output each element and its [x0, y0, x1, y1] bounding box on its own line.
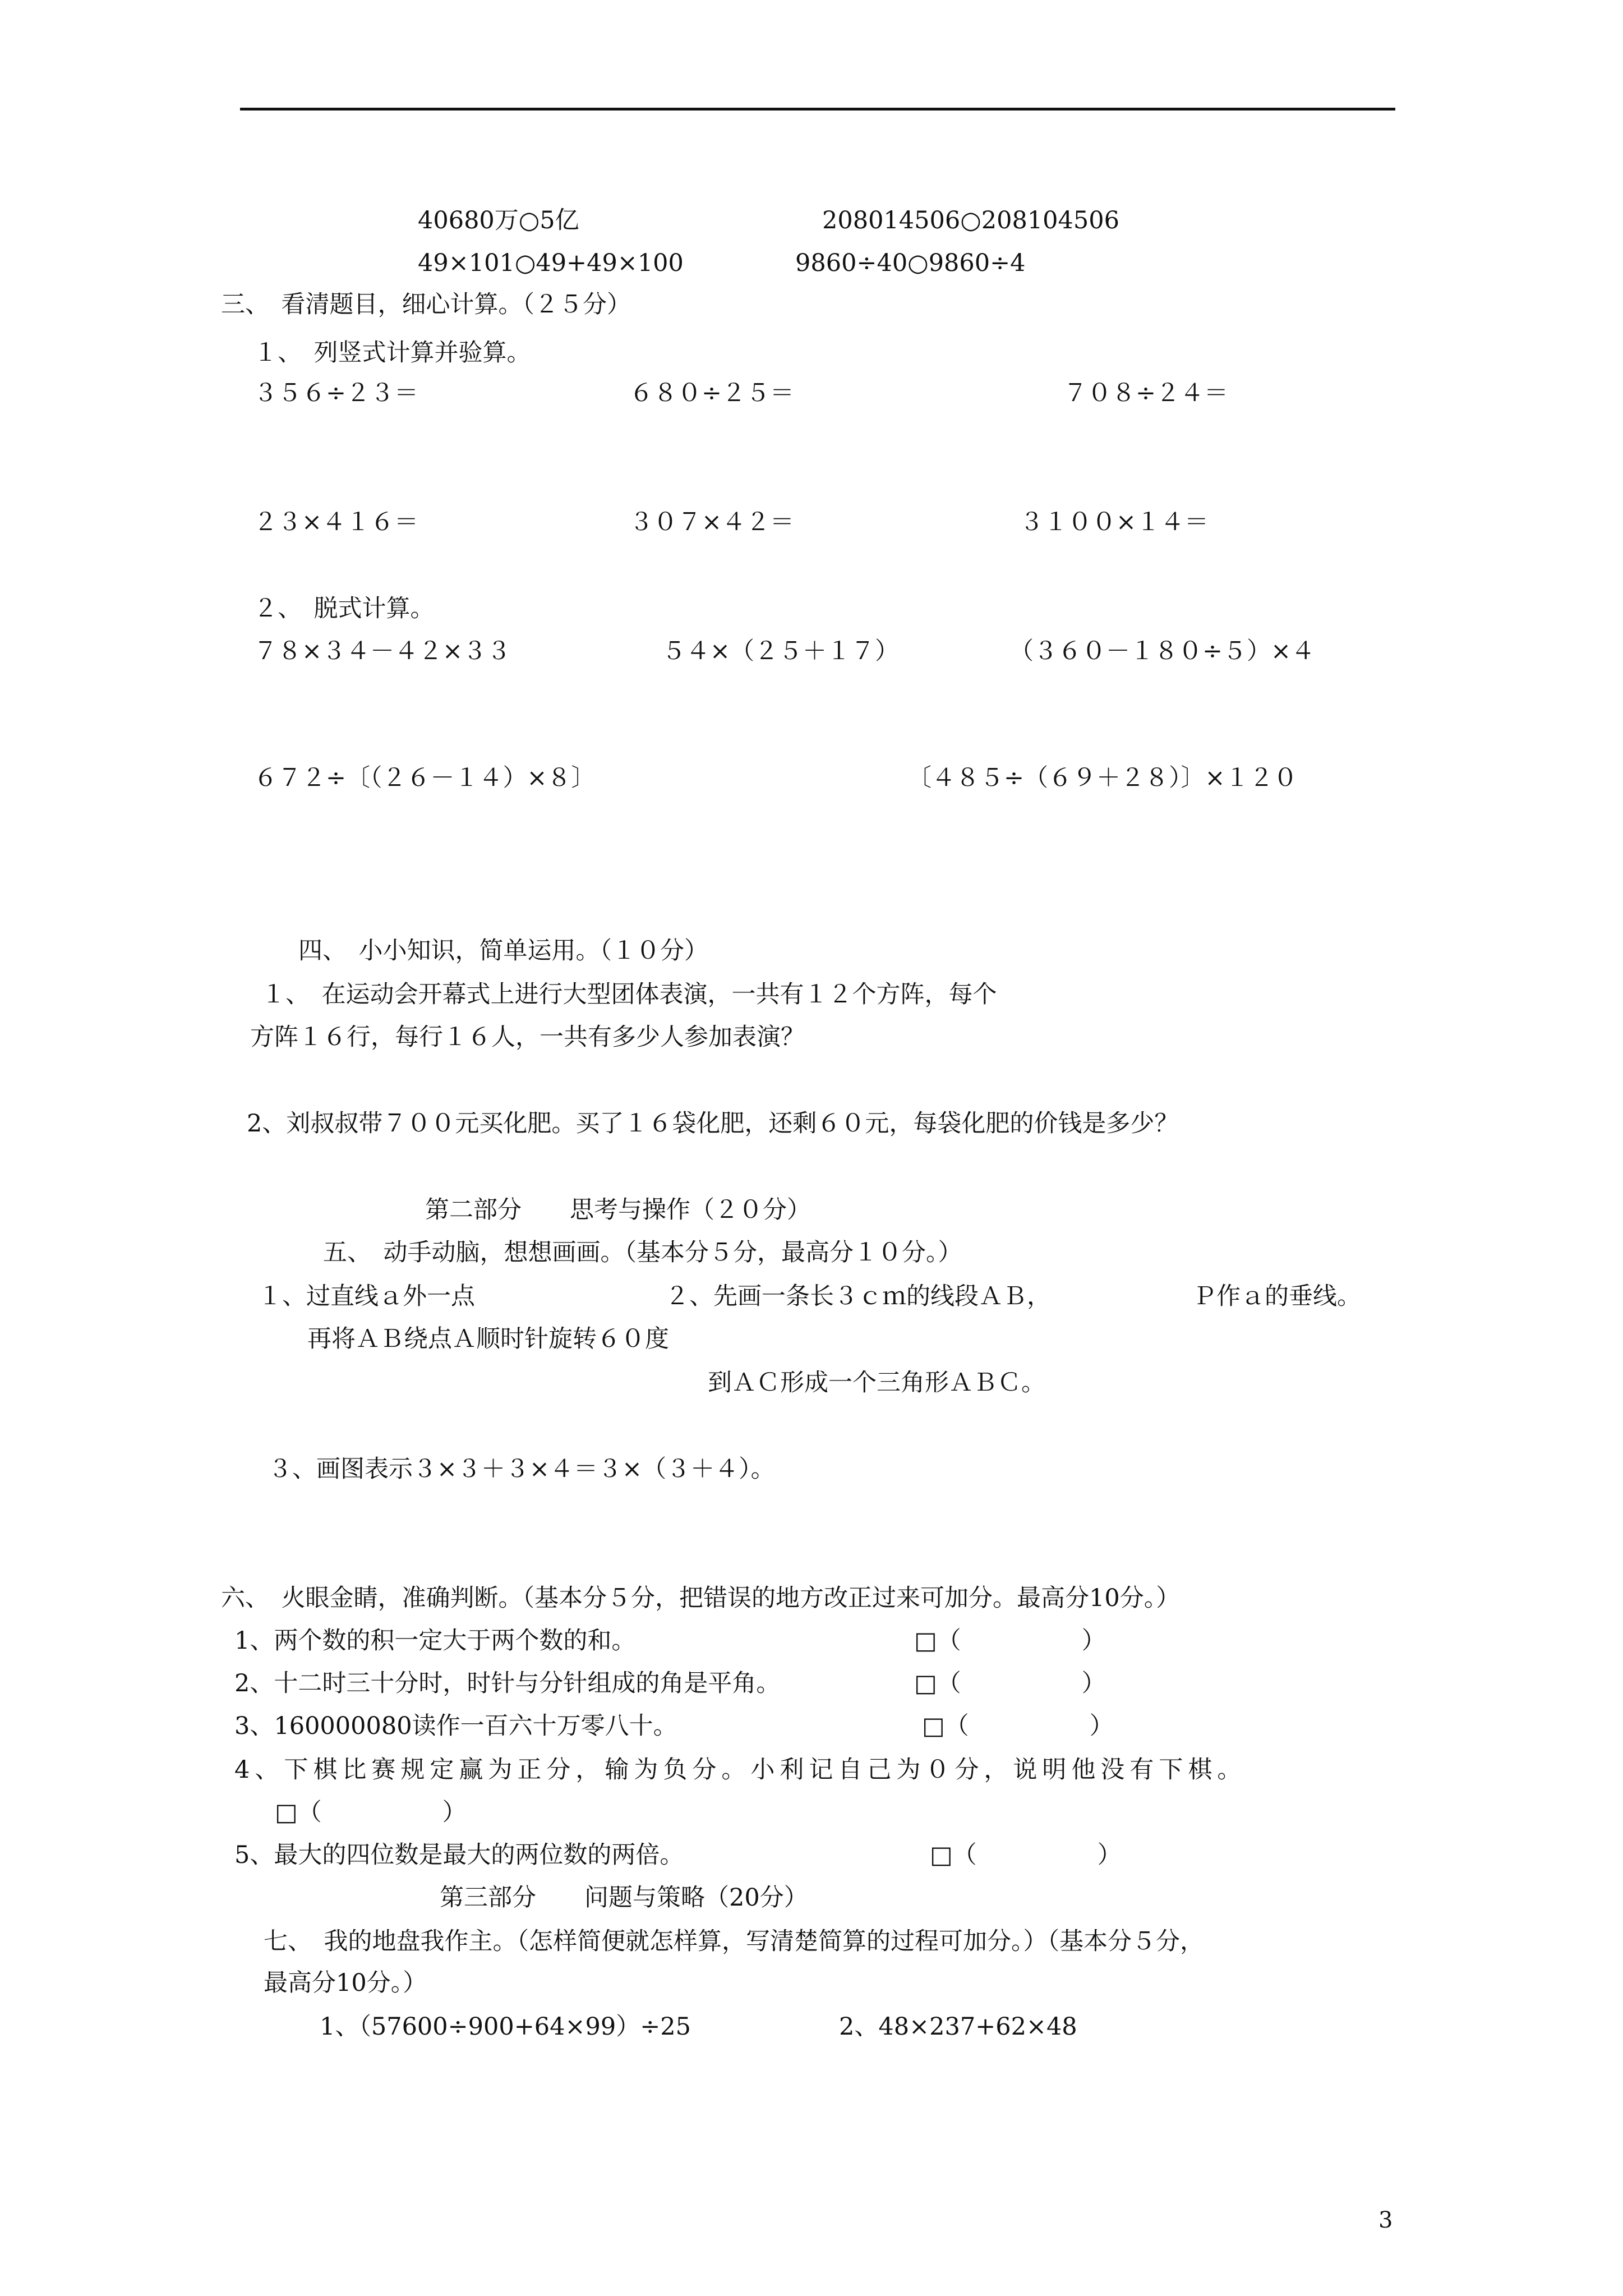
- judge-statement: 4、下棋比赛规定赢为正分，输为负分。小利记自己为０分，说明他没有下棋。: [234, 1756, 1247, 1784]
- part-heading: 第二部分 思考与操作（２０分）: [425, 1196, 811, 1224]
- calc-item: ７０８÷２４＝: [1063, 379, 1229, 407]
- judge-answer-box[interactable]: □（ ）: [275, 1798, 467, 1826]
- section-heading: 四、 小小知识，简单运用。（１０分）: [298, 937, 708, 965]
- compare-item: 49×101○49+49×100: [418, 249, 684, 277]
- question-title: １、 列竖式计算并验算。: [253, 339, 531, 367]
- drawing-task: １、过直线ａ外一点: [258, 1282, 475, 1310]
- drawing-task: ２、先画一条长３ｃｍ的线段ＡＢ，: [665, 1282, 1051, 1310]
- judge-statement: 1、两个数的积一定大于两个数的和。: [234, 1627, 636, 1655]
- calc-item: ３０７×４２＝: [629, 508, 795, 536]
- calc-item: ２３×４１６＝: [253, 508, 419, 536]
- compare-item: 208014506○208104506: [822, 206, 1119, 234]
- calc-item: 1、（57600÷900+64×99）÷25: [320, 2013, 691, 2041]
- judge-statement: 5、最大的四位数是最大的两位数的两倍。: [234, 1841, 684, 1869]
- section-heading: 七、 我的地盘我作主。（怎样简便就怎样算，写清楚简算的过程可加分。）（基本分５分，: [264, 1927, 1204, 1955]
- calc-item: ７８×３４－４２×３３: [253, 637, 511, 665]
- section-heading: 三、 看清题目，细心计算。（２５分）: [221, 291, 631, 319]
- section-heading: 最高分10分。）: [264, 1969, 427, 1997]
- calc-item: ６７２÷〔（２６－１４）×８〕: [253, 764, 596, 792]
- drawing-task: 到ＡＣ形成一个三角形ＡＢＣ。: [708, 1369, 1045, 1397]
- calc-item: ５４×（２５＋１７）: [662, 637, 900, 665]
- drawing-task: ３、画图表示３×３＋３×４＝３×（３＋４）。: [268, 1455, 775, 1483]
- judge-statement: 2、十二时三十分时，时针与分针组成的角是平角。: [234, 1669, 781, 1697]
- calc-item: ６８０÷２５＝: [629, 379, 795, 407]
- header-rule: [240, 108, 1395, 111]
- word-problem: １、 在运动会开幕式上进行大型团体表演，一共有１２个方阵，每个: [261, 981, 997, 1009]
- section-heading: 六、 火眼金睛，准确判断。（基本分５分，把错误的地方改正过来可加分。最高分10分。）: [221, 1584, 1181, 1612]
- section-heading: 五、 动手动脑，想想画画。（基本分５分，最高分１０分。）: [323, 1239, 962, 1267]
- judge-answer-box[interactable]: □（ ）: [914, 1627, 1106, 1655]
- compare-item: 40680万○5亿: [418, 206, 579, 234]
- calc-item: （３６０－１８０÷５）×４: [1009, 637, 1316, 665]
- calc-item: 〔４８５÷（６９＋２８）〕×１２０: [907, 764, 1298, 792]
- word-problem: 2、刘叔叔带７００元买化肥。买了１６袋化肥，还剩６０元，每袋化肥的价钱是多少？: [247, 1110, 1179, 1138]
- page-number: 3: [1378, 2207, 1393, 2233]
- compare-item: 9860÷40○9860÷4: [795, 249, 1026, 277]
- judge-answer-box[interactable]: □（ ）: [930, 1841, 1122, 1869]
- part-heading: 第三部分 问题与策略（20分）: [440, 1884, 808, 1912]
- judge-statement: 3、160000080读作一百六十万零八十。: [234, 1712, 677, 1740]
- judge-answer-box[interactable]: □（ ）: [922, 1712, 1114, 1740]
- question-title: ２、 脱式计算。: [253, 595, 435, 623]
- drawing-task: Ｐ作ａ的垂线。: [1192, 1282, 1361, 1310]
- word-problem: 方阵１６行，每行１６人，一共有多少人参加表演？: [250, 1023, 805, 1051]
- judge-answer-box[interactable]: □（ ）: [914, 1669, 1106, 1697]
- calc-item: ３１００×１４＝: [1020, 508, 1209, 536]
- drawing-task: 再将ＡＢ绕点Ａ顺时针旋转６０度: [307, 1325, 669, 1353]
- calc-item: 2、48×237+62×48: [839, 2013, 1077, 2041]
- calc-item: ３５６÷２３＝: [253, 379, 419, 407]
